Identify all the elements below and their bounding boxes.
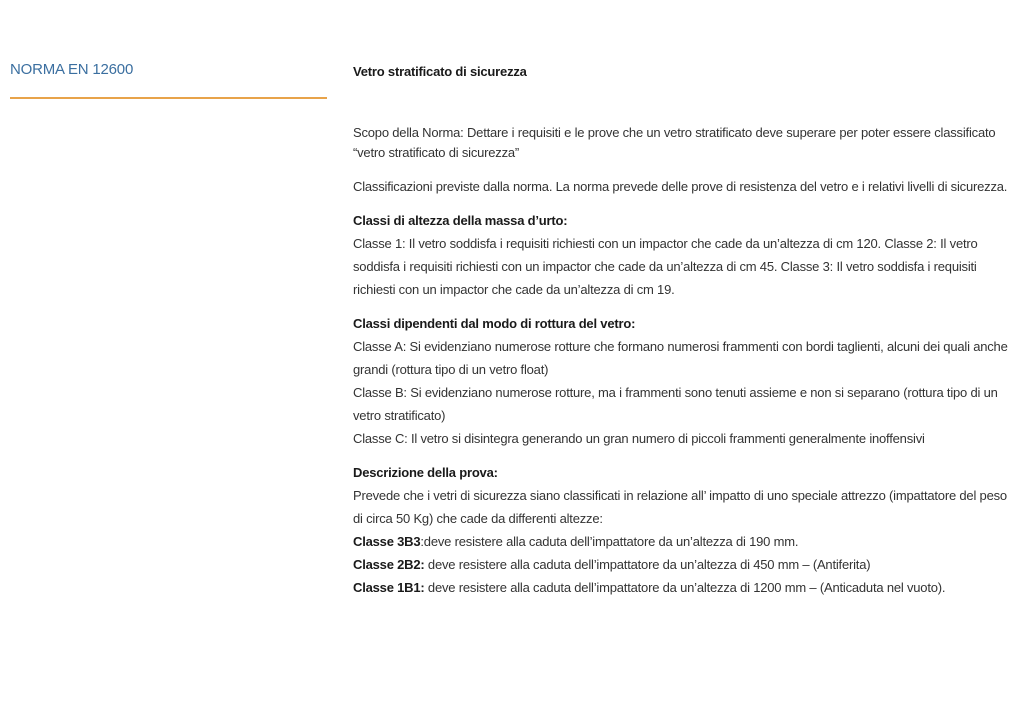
test-class-2b2 [353,553,1018,576]
document-heading: Vetro stratificato di sicurezza [353,64,527,79]
test-class-label: Classe 2B2: [353,557,425,572]
break-classes-section [353,312,1018,450]
test-class-3b3 [353,530,1018,553]
test-class-text: deve resistere alla caduta dell’impattatore da un’altezza di 450 mm – (Antiferita) [424,557,871,572]
test-class-label: Classe 1B1: [353,580,425,595]
test-class-text: deve resistere alla caduta dell’impattatore da un’altezza di 1200 mm – (Anticaduta nel vuoto). [424,580,946,595]
test-class-1b1 [353,576,1018,599]
test-intro: Prevede che i vetri di sicurezza siano classificati in relazione all’ impatto di uno speciale attrezzo (impattatore del peso di circa 50 Kg) che cade da differenti altezze: [353,488,1007,526]
break-class-a: Classe A: Si evidenziano numerose rotture che formano numerosi frammenti con bordi taglienti, alcuni dei quali anche grandi (rottura tipo di un vetro float) [353,339,1008,377]
height-classes-section [353,209,1018,301]
section-title: NORMA EN 12600 [10,61,134,78]
break-classes-heading: Classi dipendenti dal modo di rottura del vetro: [353,316,636,331]
test-description-section [353,461,1018,599]
test-description-heading: Descrizione della prova: [353,465,498,480]
scope-paragraph: Scopo della Norma: Dettare i requisiti e le prove che un vetro stratificato deve superare per poter essere classificato “vetro stratificato di sicurezza” [353,125,996,160]
document-body [353,60,1018,610]
test-class-label: Classe 3B3 [353,534,421,549]
break-class-b: Classe B: Si evidenziano numerose rotture, ma i frammenti sono tenuti assieme e non si separano (rottura tipo di un vetro stratificato) [353,385,998,423]
break-class-c: Classe C: Il vetro si disintegra generando un gran numero di piccoli frammenti generalmente inoffensivi [353,431,925,446]
classifications-paragraph: Classificazioni previste dalla norma. La norma prevede delle prove di resistenza del vetro e i relativi livelli di sicurezza. [353,179,1008,194]
test-class-text: :deve resistere alla caduta dell’impattatore da un’altezza di 190 mm. [420,534,799,549]
title-divider [10,97,327,99]
height-classes-text: Classe 1: Il vetro soddisfa i requisiti richiesti con un impactor che cade da un’altezza di cm 120. Classe 2: Il vetro soddisfa i requisiti richiesti con un impactor che cade da un’altezza di cm 45. Classe 3: Il vetro soddisfa i requisiti richiesti con un impactor che cade da un’altezza di cm 19. [353,236,978,297]
height-classes-heading: Classi di altezza della massa d’urto: [353,213,568,228]
